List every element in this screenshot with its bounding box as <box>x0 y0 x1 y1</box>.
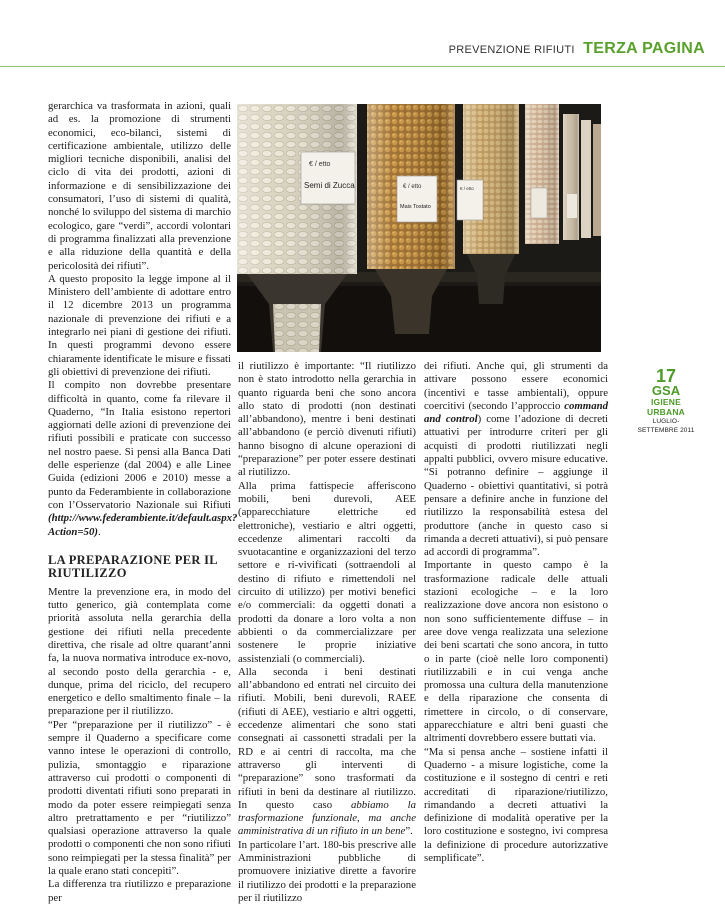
paragraph: Importante in questo campo è la trasformazione radicale delle attuali stazioni ecologiche – e la loro realizzazione dove ancora non esistono o non sono sufficientemente diffuse – in aree dove venga realizzata una selezione dei beni scartati che sono ancora, in tutto o in parte (cioè nelle loro componenti) riutilizzabili e in cui venga anche promossa una cultura della manutenzione e della riparazione che consenta di rimettere in circolo, o di conservare, apparecchiature e altri beni guasti che altrimenti dovrebbero essere buttati via. <box>424 559 608 745</box>
federambiente-link[interactable]: (http://www.federambiente.it/default.aspx?Action=50) <box>48 512 238 538</box>
paragraph: gerarchica va trasformata in azioni, quali ad es. la promozione di strumenti economici, eco-bilanci, sistemi di certificazione ambientale, utilizzo delle migliori tecniche disponibili, analisi del ciclo di vita dei prodotti, azioni di informazione e di sensibilizzazione dei consumatori, l’uso di sistemi di qualità, nonché lo sviluppo del sistema di marchio ecologico, gare “verdi”, accordi volontari di programma finalizzati alla prevenzione e alla riduzione della quantità e della pericolosità dei rifiuti”. <box>48 100 231 272</box>
article-column-2 <box>238 360 416 905</box>
section-subheading: LA PREPARAZIONE PER IL RIUTILIZZO <box>48 552 218 580</box>
paragraph: “Ma si pensa anche – sostiene infatti il Quaderno - a misure logistiche, come la costituzione e il sostegno di centri e reti accreditati di riparazione/riutilizzo, rimandando a decreti attuativi la definizione di modalità operative per la loro costituzione e sostegno, ivi compresa la definizione di procedure autorizzative semplificate”. <box>424 745 608 864</box>
svg-text:Semi di Zucca: Semi di Zucca <box>304 181 355 190</box>
paragraph: “Per “preparazione per il riutilizzo” - è sempre il Quaderno a specificare come vanno intese le operazioni di controllo, pulizia, smontaggio e riparazione attraverso cui prodotti o componenti di prodotti diventati rifiuti sono preparati in modo da poter essere reimpiegati senza altro pretrattamento e per “riutilizzo” qualsiasi operazione attraverso la quale prodotti o componenti che non sono rifiuti sono reimpiegati per la stessa finalità” per la quale erano stati concepiti”. <box>48 718 231 878</box>
jar-label-3 <box>457 180 483 220</box>
paragraph <box>48 379 238 539</box>
magazine-name: IGIENE URBANA <box>646 397 686 417</box>
header-divider <box>0 66 725 67</box>
svg-text:€ / etto: € / etto <box>460 186 474 191</box>
paragraph: La differenza tra riutilizzo e preparazione per <box>48 878 231 904</box>
paragraph-text: Il compito non dovrebbe presentare difficoltà in quanto, come fa rilevare il Quaderno, “In Italia esistono repertori aggiornati delle azioni di prevenzione dei rifiuti possibili e praticate con successo nel nostro paese. Si pensi alla Banca Dati delle esperienze (dal 2004) e alle Linee Guida (edizioni 2006 e 2010) messe a punto da Federambiente in collaborazione con l’Osservatorio Nazionale sui Rifiuti <box>48 379 231 511</box>
article-column-1 <box>48 100 238 905</box>
article-photo <box>237 104 601 352</box>
jar-label-1 <box>301 152 355 204</box>
paragraph: Alla prima fattispecie afferiscono mobili, beni durevoli, AEE (apparecchiature elettriche ed elettroniche), vestiario e altri oggetti, eccedenze alimentari raccolti da svuotacantine e organizzazioni del terzo settore e ri-vivificati (sottraendoli al destino di rifiuto e rimettendoli nel circuito di utilizzo) per motivi benefici e/o commerciali: da oggetti donati a prodotti da donare a loro volta a non abbienti o da commercializzare per sostenere le proprie iniziative assistenziali (o commerciali). <box>238 479 416 665</box>
page-header <box>449 40 705 58</box>
paragraph-text: Alla seconda i beni destinati all’abbandono ed entrati nel circuito dei rifiuti. Mobili, beni durevoli, RAEE (rifiuti di AEE), vestiario e altri oggetti, eccedenze alimentari che sono stati consegnati ai cassonetti stradali per la RD e ai centri di raccolta, ma che attraverso gli interventi di “preparazione” sono trasformati da rifiuti in beni da destinare al riutilizzo. In questo caso <box>238 665 416 811</box>
paragraph: il riutilizzo è importante: “Il riutilizzo non è stato introdotto nella gerarchia in quanto riguarda beni che sono ancora allo stato di prodotti (non destinati all’abbandono), mentre i beni destinati all’abbandono (e perciò divenuti rifiuti) hanno bisogno di alcune operazioni di “preparazione” per poter essere destinati al riutilizzo. <box>238 360 416 479</box>
paragraph: A questo proposito la legge impone al il Ministero dell’ambiente di adottare entro il 12 dicembre 2013 un programma nazionale di prevenzione dei rifiuti e a integrarlo nei piani di gestione dei rifiuti. In questi programmi devono essere chiaramente identificate le misure e fissati gli obiettivi di prevenzione dei rifiuti. <box>48 272 231 378</box>
section-title: PREVENZIONE RIFIUTI <box>448 44 575 56</box>
paragraph-text: dei rifiuti. Anche qui, gli strumenti da attivare possono essere economici (incentivi e tasse ambientali), oppure coercitivi (secondo l’approccio <box>424 360 608 412</box>
svg-text:Mais Tostato: Mais Tostato <box>400 204 431 210</box>
svg-text:€ / etto: € / etto <box>309 161 331 168</box>
paragraph-text: ”. <box>405 825 413 838</box>
paragraph-text: . <box>97 525 101 538</box>
issue-date: LUGLIO-SETTEMBRE 2011 <box>637 418 695 434</box>
emphasis-text: abbiamo la trasformazione funzionale, ma anche amministrativa di un rifiuto in un bene <box>238 798 416 838</box>
magazine-logo: GSA <box>651 383 681 398</box>
emphasis-text: command and control <box>424 399 608 426</box>
folio-block <box>633 367 699 435</box>
page-number: 17 <box>655 366 677 386</box>
paragraph <box>424 360 608 559</box>
jar-label-2 <box>397 176 437 222</box>
article-column-3 <box>424 360 608 865</box>
paragraph-text: ) come l’adozione di decreti attuativi per introdurre criteri per gli acquisti di prodotti riutilizzati negli appalti pubblici, ovvero misure educative. “Si potranno definire – aggiunge il Quaderno - obiettivi quantitativi, si potrà pensare a definire anche in funzione del riutilizzo la responsabilità estesa del produttore (anche in questo caso si rimanda a decreti attuativi), si può pensare ad accordi di programma”. <box>424 413 609 559</box>
paragraph: Mentre la prevenzione era, in modo del tutto generico, già contemplata come priorità assoluta nella gerarchia della gestione dei rifiuti nella precedente direttiva, che risale ad oltre quarant’anni fa, la nuova normativa introduce ex-novo, al secondo posto della gerarchia - e, dunque, prima del riciclo, del recupero energetico e dello smaltimento finale – la preparazione per il riutilizzo. <box>48 585 231 718</box>
page-name: TERZA PAGINA <box>583 40 705 57</box>
paragraph: In particolare l’art. 180-bis prescrive alle Amministrazioni pubbliche di promuovere iniziative dirette a favorire il riutilizzo dei prodotti e la preparazione per il riutilizzo <box>238 838 416 904</box>
paragraph <box>238 666 416 839</box>
svg-text:€ / etto: € / etto <box>403 184 422 190</box>
bulk-food-dispensers-image <box>237 104 601 352</box>
